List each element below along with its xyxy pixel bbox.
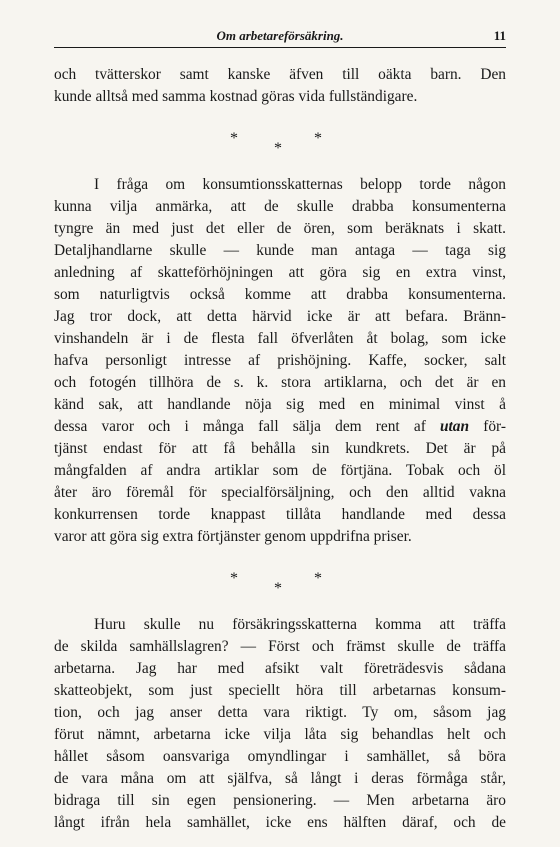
text-line: kunde alltså med samma kostnad göras vida fullständigare. [54,88,418,105]
text-line: anledning af skatteförhöjningen att göra sig en extra vinst, [54,264,506,281]
text-line: I fråga om konsumtionsskatternas belopp torde någon [94,176,506,193]
page-number: 11 [493,28,506,43]
paragraph-consumption-taxes [54,174,506,548]
text-line: vinshandeln är i de flesta fall öfverlåten åt bolag, som icke [54,330,506,347]
text-line: mångfalden af andra artiklar som de förtjäna. Tobak och öl [54,462,506,479]
separator-star: * [274,140,282,157]
text-line: de skilda samhällslagren? — Först och främst skulle de träffa [54,638,506,655]
section-separator-2 [54,548,506,614]
text-line: förut nämnt, arbetarna icke vilja låta sig behandlas helt och [54,726,506,743]
text-line: kunna vilja anmärka, att de skulle drabba konsumenterna [54,198,506,215]
text-line: och fotogén tillhöra de s. k. stora artiklarna, och det är en [54,374,506,391]
separator-star: * [230,570,238,587]
text-line: konkurrensen torde knappast tillåta handlande med dessa [54,506,506,523]
page-header [54,26,506,46]
text-line: tion, och jag anser detta vara riktigt. Ty om, såsom jag [54,704,506,721]
text-line: tyngre än med just det eller de ören, som beräknats i skatt. [54,220,506,237]
separator-star: * [314,130,322,147]
text-line: Jag tror dock, att detta härvid icke är att befara. Bränn- [54,308,506,325]
text-line: dessa varor och i många fall sälja dem rent af utan för- [54,418,506,435]
separator-star: * [230,130,238,147]
section-separator-1 [54,108,506,174]
text-line: känd sak, att handlande nöja sig med en minimal vinst å [54,396,506,413]
header-rule [54,47,506,48]
separator-star: * [314,570,322,587]
text-line: hållet såsom oansvariga omyndlingar i samhället, så böra [54,748,506,765]
text-line: långt ifrån hela samhället, icke ens hälften däraf, och de [54,814,506,831]
text-line: skatteobjekt, som just speciellt höra till arbetarnas konsum- [54,682,506,699]
paragraph-continuation [54,64,506,108]
text-line: arbetarna. Jag har med afsikt valt företrädesvis sådana [54,660,506,677]
text-line: hafva personligt intresse af prishöjning. Kaffe, socker, salt [54,352,506,369]
text-line: som naturligtvis också komme att drabba konsumenterna. [54,286,506,303]
text-line: Huru skulle nu försäkringsskatterna komma att träffa [94,616,506,633]
paragraph-insurance-taxes [54,614,506,834]
text-line: varor att göra sig extra förtjänster genom uppdrifna priser. [54,528,412,545]
text-line: de vara måna om att själfva, så långt i deras förmåga står, [54,770,506,787]
running-title: Om arbetareförsäkring. [216,28,344,43]
text-line: bidraga till sin egen pensionering. — Men arbetarna äro [54,792,506,809]
text-line: Detaljhandlarne skulle — kunde man antaga — taga sig [54,242,506,259]
text-line: och tvätterskor samt kanske äfven till oäkta barn. Den [54,66,506,83]
book-page [54,26,506,834]
text-line: tjänst endast för att få behålla sin kundkrets. Det är på [54,440,506,457]
text-line: åter äro föremål för specialförsäljning, och den alltid vakna [54,484,506,501]
separator-star: * [274,580,282,597]
